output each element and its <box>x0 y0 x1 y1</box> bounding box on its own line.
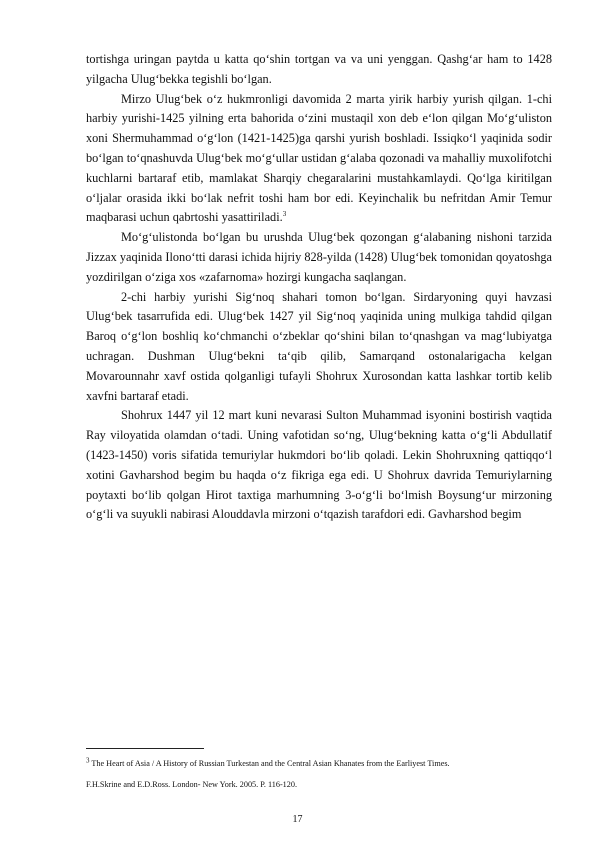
footnote-line-2: F.H.Skrine and E.D.Ross. London- New York. 2005. P. 116-120. <box>86 780 298 789</box>
paragraph <box>86 90 552 229</box>
footnote <box>86 753 552 795</box>
page-number: 17 <box>292 814 303 825</box>
footnote-separator <box>86 748 204 749</box>
paragraph: Mo‘g‘ulistonda bo‘lgan bu urushda Ulug‘bek qozongan g‘alabaning nishoni tarzida Jizzax yaqinida Ilono‘tti darasi ichida hijriy 828-yilda (1428) Ulug‘bek tomonidan qoyatoshga yozdirilgan o‘ziga xos «zafarnoma» hozirgi kungacha saqlangan. <box>86 230 552 284</box>
paragraph: 2-chi harbiy yurishi Sig‘noq shahari tomon bo‘lgan. Sirdaryoning quyi havzasi Ulug‘bek tasarrufida edi. Ulug‘bek 1427 yil Sig‘noq yaqinida uning mulkiga tahdid qilgan Baroq o‘g‘lon boshliq ko‘chmanchi o‘zbeklar qo‘shini bilan to‘qnashgan va mag‘lubiyatga uchragan. Dushman Ulug‘bekni ta‘qib qilib, Samarqand ostonalarigacha kelgan Movarounnahr xavf ostida qolganligi tufayli Shohrux Xurosondan katta lashkar tortib kelib xavfni bartaraf etadi. <box>86 289 552 403</box>
footnote-reference: 3 <box>282 210 287 219</box>
paragraph-text: Mirzo Ulug‘bek o‘z hukmronligi davomida 2 marta yirik harbiy yurish qilgan. 1-chi harbiy yurishi-1425 yilning erta bahorida o‘zini mustaqil xon deb e‘lon qilgan Mo‘g‘uliston xoni Shermuhammad o‘g‘lon (1421-1425)ga qarshi yurish boshladi. Issiqko‘l yaqinida sodir bo‘lgan to‘qnashuvda Ulug‘bek mo‘g‘ullar ustidan g‘alaba qozonadi va mahalliy muxolifotchi kuchlarni bartaraf etib, mamlakat Sharqiy chegaralarini mustahkamlaydi. Qo‘lga kiritilgan o‘ljalar orasida ikki bo‘lak nefrit toshi ham bor edi. Keyinchalik bu nefritdan Amir Temur maqbarasi uchun qabrtoshi yasattiriladi. <box>86 91 552 225</box>
footnote-number: 3 <box>86 756 90 765</box>
footnote-line-1: The Heart of Asia / A History of Russian Turkestan and the Central Asian Khanates from the Earliyest Times. <box>91 759 450 768</box>
paragraph: Shohrux 1447 yil 12 mart kuni nevarasi Sulton Muhammad isyonini bostirish vaqtida Ray viloyatida olamdan o‘tadi. Uning vafotidan so‘ng, Ulug‘bekning katta o‘g‘li Abdullatif (1423-1450) voris sifatida temuriylar hukmdori bo‘lib qoladi. Lekin Shohruxning qattiqqo‘l xotini Gavharshod begim bu haqda o‘z fikriga ega edi. U Shohrux davrida Temuriylarning poytaxti bo‘lib qolgan Hirot taxtiga marhumning 3-o‘g‘li bo‘lmish Boysung‘ur mirzoning o‘g‘li va suyukli nabirasi Alouddavla mirzoni o‘tqazish tarafdori edi. Gavharshod begim <box>86 408 552 522</box>
body-text <box>86 50 552 525</box>
paragraph-continuation: tortishga uringan paytda u katta qo‘shin tortgan va va uni yenggan. Qashg‘ar ham to 1428 yilgacha Ulug‘bekka tegishli bo‘lgan. <box>86 52 552 86</box>
